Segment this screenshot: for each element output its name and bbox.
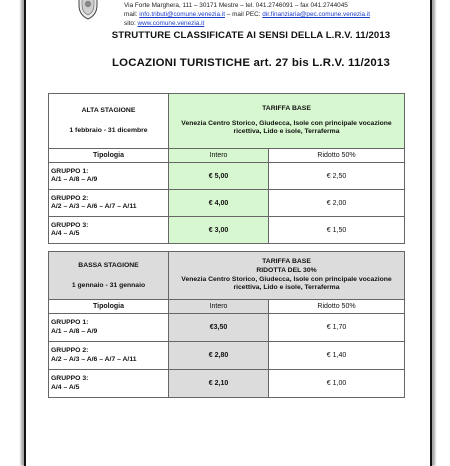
tariff-area: Venezia Centro Storico, Giudecca, Isole con principale vocazione ricettiva, Lido e isole, Terraferma (181, 119, 392, 136)
group-cell (49, 342, 169, 370)
table-row (49, 370, 405, 398)
price-reduced: € 1,50 (269, 217, 405, 244)
column-header-full: Intero (169, 300, 269, 314)
price-reduced: € 1,00 (269, 370, 405, 398)
address-line-2: Via Forte Marghera, 111 – 30171 Mestre – tel. 041.2746091 – fax 041.2744045 (124, 2, 348, 9)
table-row (49, 190, 405, 217)
group-label: GRUPPO 1: (51, 167, 89, 175)
price-reduced: € 1,40 (269, 342, 405, 370)
price-reduced: € 2,00 (269, 190, 405, 217)
tariff-header-cell (169, 252, 405, 300)
group-label: GRUPPO 2: (51, 194, 89, 202)
group-types: A/4 – A/5 (51, 383, 80, 391)
email-link[interactable]: info.tributi@comune.venezia.it (139, 11, 225, 18)
price-full: € 2,80 (169, 342, 269, 370)
mail-label: mail: (124, 11, 140, 18)
price-full: € 5,00 (169, 163, 269, 190)
tariff-header-cell (169, 94, 405, 149)
season-cell (49, 94, 169, 149)
group-label: GRUPPO 1: (51, 319, 89, 326)
price-full: €3,50 (169, 314, 269, 342)
pec-label: – mail PEC: (224, 11, 263, 18)
tariff-title: TARIFFA BASE (262, 105, 311, 113)
table-row (49, 163, 405, 190)
document-subtitle: LOCAZIONI TURISTICHE art. 27 bis L.R.V. 11/2013 (111, 57, 390, 69)
group-cell (49, 190, 169, 217)
season-dates: 1 gennaio - 31 gennaio (71, 281, 146, 289)
group-cell (49, 163, 169, 190)
group-types: A/2 – A/3 – A/6 – A/7 – A/11 (51, 355, 137, 363)
group-cell (49, 314, 169, 342)
website-link[interactable]: www.comune.venezia.it (137, 20, 205, 27)
season-cell (49, 252, 169, 300)
price-full: € 2,10 (169, 370, 269, 398)
group-label: GRUPPO 2: (51, 347, 89, 354)
group-label: GRUPPO 3: (51, 375, 89, 382)
document-title: STRUTTURE CLASSIFICATE AI SENSI DELLA L.R.V. 11/2013 (111, 30, 391, 41)
contact-line (124, 10, 424, 19)
price-full: € 3,00 (169, 217, 269, 244)
group-cell (49, 217, 169, 244)
group-label: GRUPPO 3: (51, 221, 89, 229)
column-header-type: Tipologia (49, 300, 169, 314)
group-types: A/2 – A/3 – A/6 – A/7 – A/11 (51, 203, 137, 210)
column-header-reduced: Ridotto 50% (269, 300, 405, 314)
group-types: A/1 – A/8 – A/9 (51, 327, 98, 335)
alta-stagione-table (48, 93, 405, 244)
column-header-full: Intero (169, 149, 269, 163)
letterhead (124, 0, 424, 28)
site-label: sito: (124, 20, 138, 27)
group-types: A/4 – A/5 (51, 230, 80, 237)
column-header-reduced: Ridotto 50% (269, 149, 405, 163)
season-dates: 1 febbraio - 31 dicembre (69, 127, 148, 134)
table-row (49, 342, 405, 370)
city-seal-icon (76, 0, 100, 20)
column-header-type: Tipologia (49, 149, 169, 163)
tariff-title: TARIFFA BASE (262, 258, 311, 266)
table-row (49, 217, 405, 244)
season-label: BASSA STAGIONE (78, 261, 139, 269)
pec-email-link[interactable]: dir.finanziaria@pec.comune.venezia.it (262, 11, 371, 18)
tariff-area: Venezia Centro Storico, Giudecca, Isole con principale vocazione ricettiva, Lido e isole, Terraferma (181, 275, 392, 292)
season-label: ALTA STAGIONE (81, 107, 136, 114)
group-cell (49, 370, 169, 398)
price-reduced: € 1,70 (269, 314, 405, 342)
bassa-stagione-table (48, 251, 405, 398)
price-reduced: € 2,50 (269, 163, 405, 190)
tariff-reduction: RIDOTTA DEL 30% (256, 266, 317, 274)
table-row (49, 314, 405, 342)
site-line (124, 19, 424, 28)
group-types: A/1 – A/8 – A/9 (51, 176, 98, 183)
price-full: € 4,00 (169, 190, 269, 217)
